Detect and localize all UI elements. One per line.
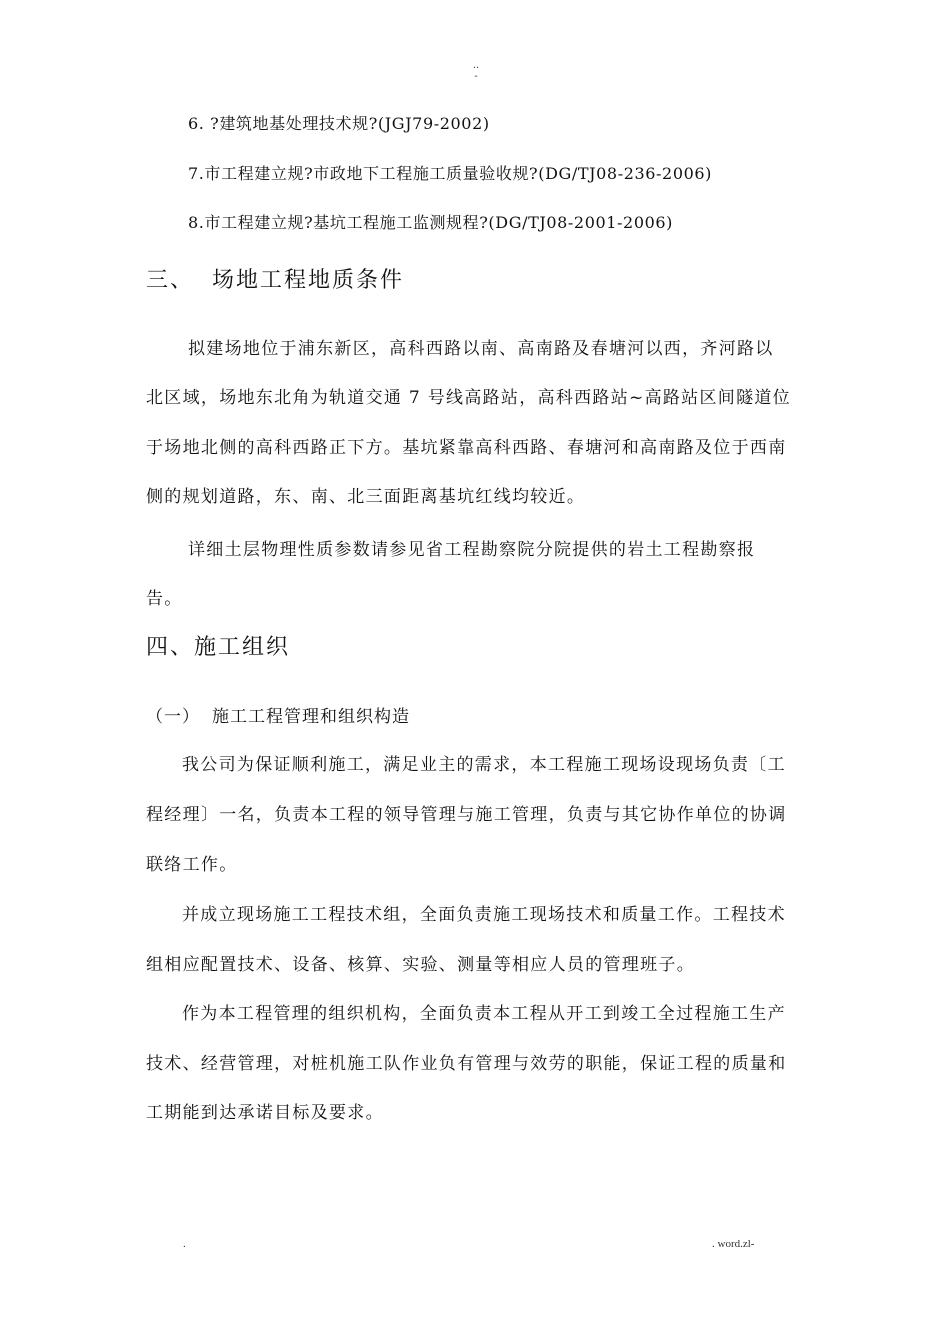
header-dash: - [474,71,478,82]
header-dots: .. [472,60,480,71]
reference-item-8: 8.市工程建立规?基坑工程施工监测规程?(DG/TJ08-2001-2006) [188,213,674,232]
section-3-number: 三、 [146,268,195,293]
section-4-sub-1-number: （一） [146,707,200,727]
section-4-title: 四、施工组织 [146,635,291,660]
section-4-sub-1-title: 施工工程管理和组织构造 [212,707,410,727]
section-4-para-2-line-1: 并成立现场施工工程技术组，全面负责施工现场技术和质量工作。工程技术 [182,905,786,925]
section-4-para-3-line-1: 作为本工程管理的组织机构，全面负责本工程从开工到竣工全过程施工生产 [182,1004,786,1024]
section-3-para-2-line-2: 告。 [146,589,183,609]
section-3-title: 场地工程地质条件 [212,268,405,293]
section-4-para-1-line-1: 我公司为保证顺利施工，满足业主的需求，本工程施工现场设现场负责〔工 [182,755,786,775]
section-4-para-3-line-3: 工期能到达承诺目标及要求。 [146,1103,384,1123]
section-3-para-1-line-4: 侧的规划道路，东、南、北三面距离基坑红线均较近。 [146,487,586,507]
reference-item-7: 7.市工程建立规?市政地下工程施工质量验收规?(DG/TJ08-236-2006) [188,164,713,183]
section-3-para-2-line-1: 详细土层物理性质参数请参见省工程勘察院分院提供的岩土工程勘察报 [188,540,756,560]
section-4-para-1-line-2: 程经理〕一名，负责本工程的领导管理与施工管理，负责与其它协作单位的协调 [146,805,787,825]
section-3-para-1-line-2: 北区域，场地东北角为轨道交通 7 号线高路站，高科西路站~高路站区间隧道位 [146,388,791,408]
reference-item-6: 6. ?建筑地基处理技术规?(JGJ79-2002) [188,114,490,133]
section-3-para-1-line-3: 于场地北侧的高科西路正下方。基坑紧靠高科西路、春塘河和高南路及位于西南 [146,438,787,458]
section-4-para-2-line-2: 组相应配置技术、设备、核算、实验、测量等相应人员的管理班子。 [146,955,695,975]
page-header-mark [466,60,486,82]
footer-left-mark: . [183,1238,186,1250]
section-3-para-1-line-1: 拟建场地位于浦东新区，高科西路以南、高南路及春塘河以西，齐河路以 [188,339,774,359]
section-4-para-3-line-2: 技术、经营管理，对桩机施工队作业负有管理与效劳的职能，保证工程的质量和 [146,1054,787,1074]
footer-right-text: . word.zl- [712,1238,755,1250]
section-4-para-1-line-3: 联络工作。 [146,855,238,875]
